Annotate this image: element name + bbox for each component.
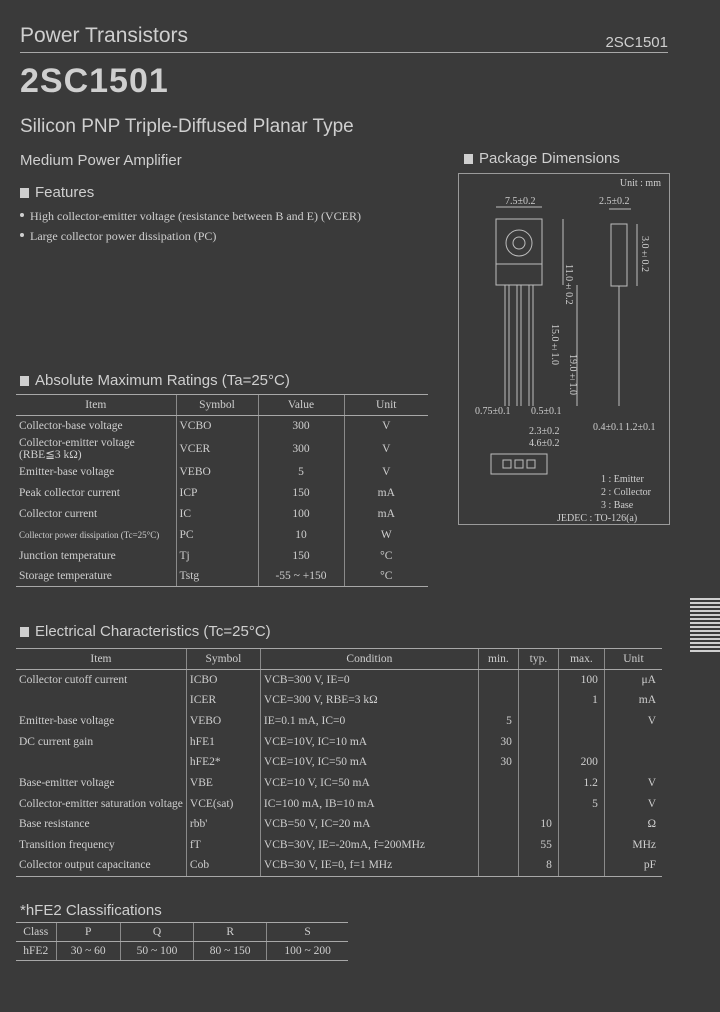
col-header: Condition bbox=[260, 649, 478, 670]
symbol-cell: Cob bbox=[186, 855, 260, 876]
feature-item: Large collector power dissipation (PC) bbox=[20, 229, 216, 244]
class-header: P bbox=[56, 923, 120, 942]
table-row bbox=[16, 814, 662, 835]
symbol-cell: VEBO bbox=[176, 462, 258, 483]
classification-table bbox=[16, 922, 348, 961]
symbol-cell: VEBO bbox=[186, 711, 260, 732]
unit-cell: V bbox=[344, 462, 428, 483]
item-cell: Emitter-base voltage bbox=[19, 466, 115, 479]
col-header: Unit bbox=[344, 395, 428, 416]
item-cell: Peak collector current bbox=[19, 487, 120, 500]
package-drawing bbox=[458, 173, 670, 525]
max-cell: 1.2 bbox=[558, 773, 604, 794]
symbol-cell: VCBO bbox=[176, 415, 258, 436]
col-header: Symbol bbox=[176, 395, 258, 416]
item-cell bbox=[16, 752, 186, 773]
item-cell: Collector output capacitance bbox=[16, 855, 186, 876]
condition-cell: VCB=30V, IE=-20mA, f=200MHz bbox=[260, 835, 478, 856]
unit-cell: W bbox=[344, 524, 428, 545]
unit-cell: °C bbox=[344, 566, 428, 587]
unit-cell: mA bbox=[344, 483, 428, 504]
section-square-icon bbox=[464, 154, 473, 164]
value-cell: 150 bbox=[258, 545, 344, 566]
item-cell: Base-emitter voltage bbox=[19, 776, 115, 789]
unit-cell: V bbox=[604, 773, 662, 794]
item-cell: Collector current bbox=[19, 508, 98, 521]
classification-title: *hFE2 Classifications bbox=[20, 902, 162, 919]
max-cell: 1 bbox=[558, 690, 604, 711]
dim-label: 1.2±0.1 bbox=[625, 422, 656, 433]
table-row bbox=[16, 942, 348, 961]
pin-label: 2 : Collector bbox=[601, 487, 651, 498]
item-cell: Base resistance bbox=[19, 818, 90, 831]
dim-label: 7.5±0.2 bbox=[505, 196, 536, 207]
table-row bbox=[16, 855, 662, 876]
symbol-cell: Tstg bbox=[176, 566, 258, 587]
max-cell: 100 bbox=[558, 669, 604, 690]
section-square-icon bbox=[20, 376, 29, 386]
dim-label: 2.5±0.2 bbox=[599, 196, 630, 207]
dim-label: 0.5±0.1 bbox=[531, 406, 562, 417]
typ-cell bbox=[518, 773, 558, 794]
class-header: Q bbox=[120, 923, 193, 942]
typ-cell bbox=[518, 669, 558, 690]
item-cell: Storage temperature bbox=[16, 566, 176, 587]
item-cell: DC current gain bbox=[19, 735, 94, 748]
table-header-row bbox=[16, 395, 428, 416]
table-row bbox=[16, 483, 428, 504]
dim-label: 4.6±0.2 bbox=[529, 438, 560, 449]
table-row bbox=[16, 923, 348, 942]
symbol-cell: ICP bbox=[176, 483, 258, 504]
part-number-title: 2SC1501 bbox=[20, 62, 169, 100]
min-cell: 30 bbox=[478, 731, 518, 752]
electrical-table bbox=[16, 648, 662, 877]
table-row bbox=[16, 835, 662, 856]
unit-cell: V bbox=[604, 793, 662, 814]
typ-cell bbox=[518, 731, 558, 752]
col-header: Symbol bbox=[186, 649, 260, 670]
pin-label: 3 : Base bbox=[601, 500, 634, 511]
condition-cell: VCB=30 V, IE=0, f=1 MHz bbox=[260, 855, 478, 876]
max-cell bbox=[558, 731, 604, 752]
unit-cell: V bbox=[344, 436, 428, 462]
condition-cell: VCE=10 V, IC=50 mA bbox=[260, 773, 478, 794]
item-cell: Collector power dissipation (Tc=25°C) bbox=[19, 529, 160, 540]
jedec-label: JEDEC : TO-126(a) bbox=[557, 513, 638, 524]
dim-label: 19.0±1.0 bbox=[567, 354, 578, 395]
min-cell bbox=[478, 690, 518, 711]
symbol-cell: ICER bbox=[186, 690, 260, 711]
min-cell bbox=[478, 669, 518, 690]
features-title: Features bbox=[20, 184, 94, 201]
condition-cell: VCE=10V, IC=10 mA bbox=[260, 731, 478, 752]
symbol-cell: rbb' bbox=[186, 814, 260, 835]
dim-label: 15.0±1.0 bbox=[549, 324, 560, 365]
value-cell: 300 bbox=[258, 436, 344, 462]
col-header: Item bbox=[16, 649, 186, 670]
bullet-icon bbox=[20, 233, 24, 237]
table-row bbox=[16, 669, 662, 690]
min-cell bbox=[478, 835, 518, 856]
package-title: Package Dimensions bbox=[464, 150, 620, 167]
table-row bbox=[16, 711, 662, 732]
min-cell bbox=[478, 793, 518, 814]
value-cell: -55 ~ +150 bbox=[258, 566, 344, 587]
class-header: S bbox=[267, 923, 348, 942]
abs-max-title: Absolute Maximum Ratings (Ta=25°C) bbox=[20, 372, 290, 389]
class-value: 100 ~ 200 bbox=[267, 942, 348, 961]
symbol-cell: hFE2* bbox=[186, 752, 260, 773]
value-cell: 100 bbox=[258, 504, 344, 525]
col-header: min. bbox=[478, 649, 518, 670]
item-cell: Transition frequency bbox=[19, 839, 115, 852]
unit-cell: °C bbox=[344, 545, 428, 566]
typ-cell bbox=[518, 793, 558, 814]
part-number-corner: 2SC1501 bbox=[605, 34, 668, 51]
value-cell: 10 bbox=[258, 524, 344, 545]
bullet-icon bbox=[20, 213, 24, 217]
dim-label: 0.4±0.1 bbox=[593, 422, 624, 433]
table-row bbox=[16, 504, 428, 525]
symbol-cell: PC bbox=[176, 524, 258, 545]
max-cell: 200 bbox=[558, 752, 604, 773]
item-cell: Collector cutoff current bbox=[19, 673, 128, 686]
unit-cell: pF bbox=[604, 855, 662, 876]
col-header: Unit bbox=[604, 649, 662, 670]
class-value: hFE2 bbox=[16, 942, 56, 961]
item-cell: Collector-emitter voltage (RBE≦3 kΩ) bbox=[19, 437, 135, 462]
unit-cell: V bbox=[344, 415, 428, 436]
section-square-icon bbox=[20, 627, 29, 637]
min-cell bbox=[478, 814, 518, 835]
section-square-icon bbox=[20, 188, 29, 198]
symbol-cell: IC bbox=[176, 504, 258, 525]
table-row bbox=[16, 566, 428, 587]
dim-label: 11.0±0.2 bbox=[563, 264, 574, 305]
max-cell bbox=[558, 711, 604, 732]
condition-cell: VCE=300 V, RBE=3 kΩ bbox=[260, 690, 478, 711]
device-type: Silicon PNP Triple-Diffused Planar Type bbox=[20, 116, 354, 137]
unit-cell: μA bbox=[604, 669, 662, 690]
item-cell: Junction temperature bbox=[19, 549, 116, 562]
min-cell: 30 bbox=[478, 752, 518, 773]
condition-cell: IC=100 mA, IB=10 mA bbox=[260, 793, 478, 814]
typ-cell: 55 bbox=[518, 835, 558, 856]
class-value: 50 ~ 100 bbox=[120, 942, 193, 961]
table-row bbox=[16, 793, 662, 814]
unit-cell bbox=[604, 731, 662, 752]
item-cell: Emitter-base voltage bbox=[19, 714, 115, 727]
condition-cell: VCB=50 V, IC=20 mA bbox=[260, 814, 478, 835]
class-header: R bbox=[194, 923, 267, 942]
unit-cell bbox=[604, 752, 662, 773]
dim-label: 0.75±0.1 bbox=[475, 406, 511, 417]
max-cell: 5 bbox=[558, 793, 604, 814]
condition-cell: VCB=300 V, IE=0 bbox=[260, 669, 478, 690]
max-cell bbox=[558, 855, 604, 876]
table-row bbox=[16, 731, 662, 752]
table-row bbox=[16, 462, 428, 483]
table-row bbox=[16, 415, 428, 436]
table-row bbox=[16, 690, 662, 711]
electrical-title: Electrical Characteristics (Tc=25°C) bbox=[20, 623, 271, 640]
symbol-cell: VCER bbox=[176, 436, 258, 462]
col-header: typ. bbox=[518, 649, 558, 670]
dim-label: 3.0±0.2 bbox=[639, 236, 650, 272]
item-cell bbox=[16, 690, 186, 711]
table-row bbox=[16, 524, 428, 545]
typ-cell bbox=[518, 711, 558, 732]
min-cell: 5 bbox=[478, 711, 518, 732]
symbol-cell: VBE bbox=[186, 773, 260, 794]
table-header-row bbox=[16, 649, 662, 670]
unit-label: Unit : mm bbox=[619, 178, 661, 189]
header-rule bbox=[20, 52, 668, 53]
feature-item: High collector-emitter voltage (resistance between B and E) (VCER) bbox=[20, 209, 361, 224]
max-cell bbox=[558, 814, 604, 835]
symbol-cell: ICBO bbox=[186, 669, 260, 690]
symbol-cell: Tj bbox=[176, 545, 258, 566]
table-row bbox=[16, 545, 428, 566]
class-value: 30 ~ 60 bbox=[56, 942, 120, 961]
unit-cell: mA bbox=[604, 690, 662, 711]
item-cell: Collector-base voltage bbox=[19, 419, 123, 432]
table-row bbox=[16, 773, 662, 794]
dim-label: 2.3±0.2 bbox=[529, 426, 560, 437]
category-title: Power Transistors bbox=[20, 24, 189, 47]
max-cell bbox=[558, 835, 604, 856]
item-cell: Collector-emitter saturation voltage bbox=[19, 797, 183, 810]
value-cell: 150 bbox=[258, 483, 344, 504]
col-header: Value bbox=[258, 395, 344, 416]
min-cell bbox=[478, 773, 518, 794]
typ-cell bbox=[518, 690, 558, 711]
col-header: max. bbox=[558, 649, 604, 670]
condition-cell: IE=0.1 mA, IC=0 bbox=[260, 711, 478, 732]
class-header: Class bbox=[16, 923, 56, 942]
value-cell: 5 bbox=[258, 462, 344, 483]
unit-cell: V bbox=[604, 711, 662, 732]
class-value: 80 ~ 150 bbox=[194, 942, 267, 961]
typ-cell: 10 bbox=[518, 814, 558, 835]
application: Medium Power Amplifier bbox=[20, 152, 182, 169]
unit-cell: MHz bbox=[604, 835, 662, 856]
col-header: Item bbox=[16, 395, 176, 416]
symbol-cell: fT bbox=[186, 835, 260, 856]
value-cell: 300 bbox=[258, 415, 344, 436]
unit-cell: mA bbox=[344, 504, 428, 525]
symbol-cell: hFE1 bbox=[186, 731, 260, 752]
pin-label: 1 : Emitter bbox=[601, 474, 644, 485]
page-edge-tab bbox=[690, 596, 720, 652]
typ-cell: 8 bbox=[518, 855, 558, 876]
typ-cell bbox=[518, 752, 558, 773]
symbol-cell: VCE(sat) bbox=[186, 793, 260, 814]
abs-max-table bbox=[16, 394, 428, 587]
min-cell bbox=[478, 855, 518, 876]
table-row bbox=[16, 752, 662, 773]
package-outline-icon bbox=[459, 174, 669, 524]
unit-cell: Ω bbox=[604, 814, 662, 835]
table-row bbox=[16, 436, 428, 462]
condition-cell: VCE=10V, IC=50 mA bbox=[260, 752, 478, 773]
